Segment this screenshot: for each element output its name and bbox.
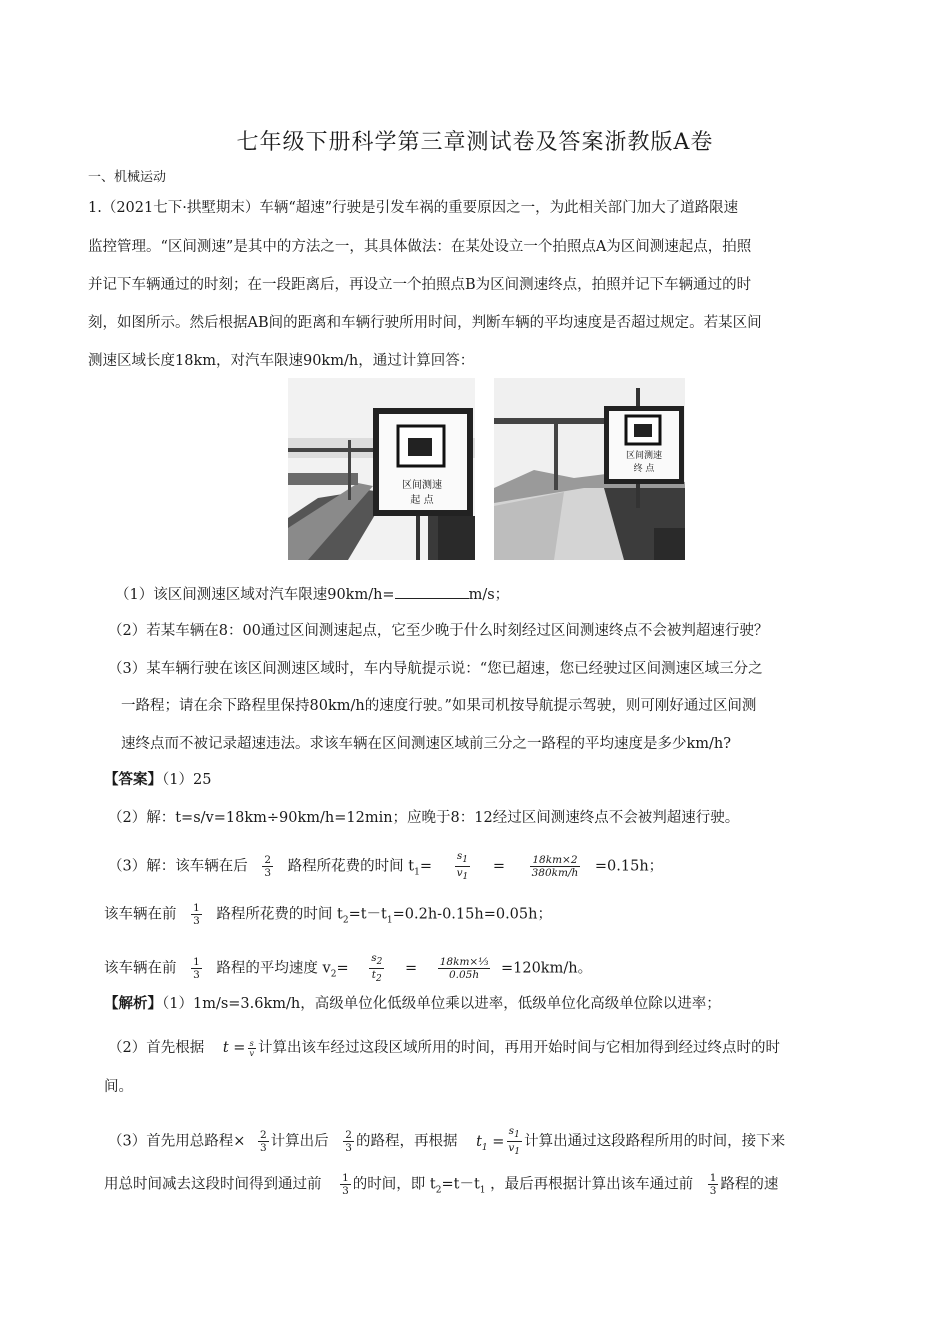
sub-question-3-line-3: 速终点而不被记录超速违法。求该车辆在区间测速区域前三分之一路程的平均速度是多少km/h?	[121, 736, 732, 752]
answer-3-mid: 路程所花费的时间 t	[287, 858, 415, 875]
fraction-s1-v1-2: $\frac{s_1}{v_1}$	[508, 1125, 521, 1158]
fraction-s1-v1: $\frac{s_1}{v_1}$	[456, 850, 469, 883]
svg-text:区间测速: 区间测速	[625, 451, 663, 461]
question-line-1: 1.（2021七下·拱墅期末）车辆“超速”行驶是引发车祸的重要原因之一，为此相关部门加大了道路限速	[88, 200, 739, 216]
analysis-2-prefix: （2）首先根据	[108, 1040, 205, 1056]
analysis-1: （1）1m/s=3.6km/h，高级单位化低级单位乘以进率，低级单位化高级单位除以进率；	[162, 996, 721, 1012]
section-heading: 一、机械运动	[88, 170, 167, 185]
sub-question-1	[115, 584, 509, 605]
sub-question-1-unit: m/s；	[468, 587, 510, 603]
formula-t-equals: t =	[222, 1040, 246, 1056]
fraction-calc-t1: $\frac{18km\times 2}{\text{380km/ℎ}}$	[531, 854, 579, 880]
answer-line-5: 该车辆在前 $\frac{1}{3}$ 路程的平均速度 $v_2=$ $\frac{s_2}{t_2}$ = $\frac{\text{18km×⅓}}{\text{0.05ℎ}}$ =120km/h。	[104, 952, 593, 985]
fraction-one-third: $\frac{1}{3}$	[193, 902, 200, 927]
fraction-one-third-2: $\frac{1}{3}$	[193, 956, 200, 982]
analysis-4-mid: 计算出后	[270, 1133, 329, 1150]
answer-5-text: 路程的平均速度 v	[216, 960, 331, 977]
analysis-5-suffix: 路程的速	[720, 1176, 779, 1193]
question-line-2: 监控管理。“区间测速”是其中的方法之一，其具体做法：在某处设立一个拍照点A为区间测速起点，拍照	[88, 239, 752, 255]
fraction-two-thirds-3: $\frac{2}{3}$	[345, 1129, 352, 1155]
analysis-label: 【解析】	[104, 995, 162, 1012]
answer-4-prefix: 该车辆在前	[104, 906, 177, 923]
fraction-two-thirds: $\frac{2}{3}$	[264, 854, 272, 880]
analysis-5-prefix: 用总时间减去这段时间得到通过前	[104, 1176, 322, 1193]
analysis-5-mid2: =t－t	[441, 1176, 480, 1193]
photo-start-point	[288, 378, 475, 560]
analysis-line-2	[108, 1038, 780, 1058]
svg-text:起 点: 起 点	[410, 495, 434, 506]
answer-4-text: 路程所花费的时间 t	[216, 906, 343, 923]
answer-3-result: =0.15h；	[594, 858, 664, 875]
svg-text:区间测速: 区间测速	[402, 480, 442, 491]
fraction-calc-v2: $\frac{\text{18km×⅓}}{\text{0.05ℎ}}$	[439, 956, 489, 982]
answer-blank	[395, 584, 469, 599]
sub-question-1-text: （1）该区间测速区域对汽车限速90km/h=	[115, 587, 395, 603]
fraction-s-v: $\frac{s}{v}$	[249, 1038, 254, 1058]
analysis-line-1	[104, 994, 721, 1014]
answer-label: 【答案】	[104, 771, 162, 788]
answer-3-prefix: （3）解：该车辆在后	[108, 858, 248, 875]
sub-question-3-line-2: 一路程；请在余下路程里保持80km/h的速度行驶。”如果司机按导航提示驾驶，则可刚好通过区间测	[121, 698, 757, 714]
analysis-line-5: 用总时间减去这段时间得到通过前 $\frac{1}{3}$ 的时间，即 $t_2=t-t_1$ ，最后再根据计算出该车通过前 $\frac{1}{3}$ 路程的速	[104, 1172, 779, 1197]
sub-question-2: （2）若某车辆在8：00通过区间测速起点，它至少晚于什么时刻经过区间测速终点不会被判超速行驶？	[108, 623, 769, 639]
analysis-4-mid2: 的路程，再根据	[355, 1133, 458, 1150]
analysis-2-suffix: 计算出该车经过这段区域所用的时间，再用开始时间与它相加得到经过终点时的时	[257, 1040, 780, 1056]
answer-1: （1）25	[162, 772, 212, 788]
fraction-one-third-4: $\frac{1}{3}$	[709, 1172, 717, 1197]
answer-5-result: =120km/h。	[500, 960, 593, 977]
answer-line-2: （2）解：t=s/v=18km÷90km/h=12min；应晚于8：12经过区间测速终点不会被判超速行驶。	[108, 810, 740, 826]
figure-photos	[288, 378, 685, 560]
analysis-4-suffix: 计算出通过这段路程所用的时间，接下来	[524, 1133, 786, 1150]
analysis-line-3: 间。	[104, 1079, 133, 1095]
photo-end-point	[494, 378, 685, 560]
answer-4-rest: =t－t	[348, 906, 387, 923]
analysis-line-4	[108, 1125, 785, 1158]
answer-5-prefix: 该车辆在前	[104, 960, 177, 977]
answer-line-1	[104, 770, 211, 790]
answer-line-3: （3）解：该车辆在后 $\frac{2}{3}$ 路程所花费的时间 $t_1=$ $\frac{s_1}{v_1}$ = $\frac{18km\times 2}{\text{380km/ℎ}}$ =0.15h；	[108, 850, 664, 883]
analysis-4-prefix: （3）首先用总路程×	[108, 1133, 246, 1150]
question-line-5: 测速区域长度18km，对汽车限速90km/h，通过计算回答：	[88, 353, 475, 369]
answer-line-4: 该车辆在前 $\frac{1}{3}$ 路程所花费的时间 $t_2=t-t_1=0.2h-0.15h=0.05h$；	[104, 902, 552, 927]
fraction-one-third-3: $\frac{1}{3}$	[342, 1172, 349, 1197]
svg-text:终 点: 终 点	[633, 464, 655, 474]
analysis-5-mid: 的时间，即 t	[352, 1176, 436, 1193]
analysis-5-mid3: ，最后再根据计算出该车通过前	[490, 1176, 694, 1193]
page-title: 七年级下册科学第三章测试卷及答案浙教版A卷	[236, 130, 714, 155]
fraction-s2-t2: $\frac{s_2}{t_2}$	[371, 952, 383, 985]
fraction-two-thirds-2: $\frac{2}{3}$	[259, 1129, 267, 1155]
answer-4-result: =0.2h-0.15h=0.05h；	[392, 906, 552, 923]
question-line-4: 刻，如图所示。然后根据AB间的距离和车辆行驶所用时间，判断车辆的平均速度是否超过规定。若某区间	[88, 315, 762, 331]
sub-question-3-line-1: （3）某车辆行驶在该区间测速区域时，车内导航提示说：“您已超速，您已经驶过区间测速区域三分之	[108, 661, 763, 677]
question-line-3: 并记下车辆通过的时刻；在一段距离后，再设立一个拍照点B为区间测速终点，拍照并记下车辆通过的时	[88, 277, 752, 293]
formula-t1: $t_1$ =	[476, 1133, 505, 1153]
